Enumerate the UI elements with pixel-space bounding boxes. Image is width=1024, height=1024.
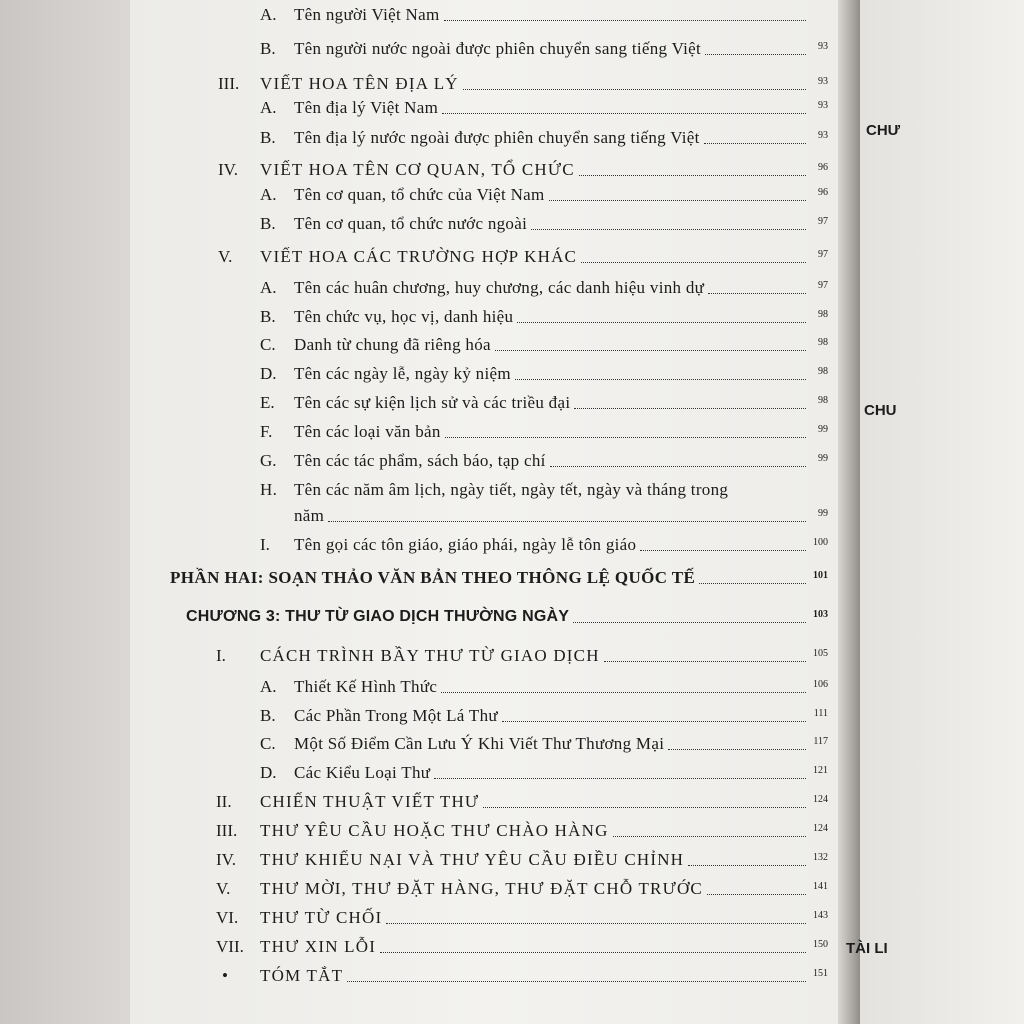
toc-page-number: 132 bbox=[813, 852, 828, 863]
toc-number: I. bbox=[216, 646, 226, 665]
toc-entry bbox=[260, 422, 828, 442]
toc-title: Thiết Kế Hình Thức bbox=[294, 677, 438, 696]
toc-number: A. bbox=[260, 98, 277, 117]
toc-entry bbox=[260, 535, 828, 555]
toc-page-number: 151 bbox=[813, 968, 828, 979]
toc-title: Tên cơ quan, tổ chức nước ngoài bbox=[294, 214, 528, 233]
toc-entry bbox=[216, 646, 828, 666]
toc-entry bbox=[218, 74, 828, 94]
toc-entry bbox=[218, 160, 828, 180]
toc-page-number: 141 bbox=[813, 881, 828, 892]
toc-number: III. bbox=[216, 821, 238, 840]
toc-entry bbox=[260, 364, 828, 384]
leader-dots bbox=[708, 292, 806, 294]
leader-dots bbox=[444, 19, 807, 21]
leader-dots bbox=[707, 893, 806, 895]
toc-page-number: 101 bbox=[813, 570, 828, 581]
leader-dots bbox=[581, 261, 806, 263]
toc-number: H. bbox=[260, 480, 278, 499]
toc-title: TÓM TẮT bbox=[260, 966, 344, 985]
leader-dots bbox=[531, 228, 806, 230]
facing-page bbox=[846, 0, 1024, 1024]
toc-title: Tên chức vụ, học vị, danh hiệu bbox=[294, 307, 514, 326]
toc-page-number: 93 bbox=[818, 76, 828, 87]
toc-title: năm bbox=[294, 506, 325, 525]
toc-entry bbox=[216, 792, 828, 812]
toc-entry bbox=[260, 307, 828, 327]
toc-title: THƯ KHIẾU NẠI VÀ THƯ YÊU CẦU ĐIỀU CHỈNH bbox=[260, 850, 685, 869]
toc-title: Tên các năm âm lịch, ngày tiết, ngày tết, ngày và tháng trong bbox=[294, 480, 729, 499]
toc-page-number: 103 bbox=[813, 609, 828, 620]
leader-dots bbox=[549, 199, 806, 201]
toc-title: CHIẾN THUẬT VIẾT THƯ bbox=[260, 792, 480, 811]
toc-entry bbox=[260, 278, 828, 298]
toc-entry bbox=[216, 821, 828, 841]
leader-dots bbox=[604, 660, 806, 662]
toc-page-number: 96 bbox=[818, 187, 828, 198]
leader-dots bbox=[579, 174, 806, 176]
toc-title: Các Kiểu Loại Thư bbox=[294, 763, 431, 782]
toc-entry bbox=[260, 677, 828, 697]
toc-number: B. bbox=[260, 39, 276, 58]
toc-title: Tên người nước ngoài được phiên chuyển sang tiếng Việt bbox=[294, 39, 702, 58]
toc-number: D. bbox=[260, 364, 277, 383]
toc-title: Tên các sự kiện lịch sử và các triều đại bbox=[294, 393, 571, 412]
toc-entry bbox=[260, 734, 828, 754]
toc-entry bbox=[216, 850, 828, 870]
toc-title: Danh từ chung đã riêng hóa bbox=[294, 335, 491, 354]
leader-dots bbox=[328, 520, 806, 522]
toc-entry bbox=[260, 480, 728, 500]
book-gutter bbox=[838, 0, 860, 1024]
leader-dots bbox=[386, 922, 806, 924]
toc-page-number: 100 bbox=[813, 537, 828, 548]
toc-title: THƯ XIN LỖI bbox=[260, 937, 377, 956]
facing-heading: CHƯ bbox=[866, 122, 901, 139]
toc-entry bbox=[222, 966, 828, 986]
toc-entry bbox=[260, 214, 828, 234]
toc-number: A. bbox=[260, 677, 277, 696]
toc-title: Tên địa lý Việt Nam bbox=[294, 98, 439, 117]
toc-title: Một Số Điểm Cần Lưu Ý Khi Viết Thư Thương Mại bbox=[294, 734, 665, 753]
toc-entry bbox=[218, 247, 828, 267]
toc-number: A. bbox=[260, 278, 277, 297]
leader-dots bbox=[515, 378, 806, 380]
toc-page-number: 105 bbox=[813, 648, 828, 659]
leader-dots bbox=[445, 436, 806, 438]
toc-number: C. bbox=[260, 335, 276, 354]
toc-part-heading bbox=[170, 568, 828, 588]
toc-number: VII. bbox=[216, 937, 244, 956]
toc-entry bbox=[260, 393, 828, 413]
leader-dots bbox=[705, 53, 806, 55]
toc-title: Tên các huân chương, huy chương, các danh hiệu vinh dự bbox=[294, 278, 705, 297]
toc-chapter-heading bbox=[186, 607, 828, 627]
toc-number: VI. bbox=[216, 908, 239, 927]
leader-dots bbox=[688, 864, 806, 866]
bullet: • bbox=[222, 966, 228, 985]
toc-number: B. bbox=[260, 307, 276, 326]
toc-page-number: 93 bbox=[818, 41, 828, 52]
toc-title: CHƯƠNG 3: THƯ TỪ GIAO DỊCH THƯỜNG NGÀY bbox=[186, 608, 570, 625]
toc-number: B. bbox=[260, 128, 276, 147]
toc-title: VIẾT HOA TÊN CƠ QUAN, TỔ CHỨC bbox=[260, 160, 575, 179]
toc-entry bbox=[260, 98, 828, 118]
leader-dots bbox=[640, 549, 806, 551]
toc-number: I. bbox=[260, 535, 270, 554]
toc-entry bbox=[216, 908, 828, 928]
toc-title: PHẦN HAI: SOẠN THẢO VĂN BẢN THEO THÔNG LỆ QUỐC TẾ bbox=[170, 568, 696, 587]
toc-page-number: 99 bbox=[818, 453, 828, 464]
toc-number: V. bbox=[218, 247, 233, 266]
toc-number: A. bbox=[260, 5, 277, 24]
toc-number: III. bbox=[218, 74, 240, 93]
toc-number: B. bbox=[260, 214, 276, 233]
toc-page-number: 99 bbox=[818, 508, 828, 519]
toc-entry bbox=[260, 706, 828, 726]
toc-entry bbox=[260, 185, 828, 205]
leader-dots bbox=[574, 407, 806, 409]
toc-page-number: 124 bbox=[813, 823, 828, 834]
toc-page-number: 98 bbox=[818, 366, 828, 377]
toc-page-number: 97 bbox=[818, 280, 828, 291]
toc-page-number: 124 bbox=[813, 794, 828, 805]
toc-title: Tên địa lý nước ngoài được phiên chuyển sang tiếng Việt bbox=[294, 128, 700, 147]
leader-dots bbox=[699, 582, 806, 584]
toc-title: VIẾT HOA TÊN ĐỊA LÝ bbox=[260, 74, 459, 93]
toc-entry bbox=[260, 763, 828, 783]
leader-dots bbox=[483, 806, 806, 808]
facing-heading: TÀI LI bbox=[846, 940, 888, 957]
toc-title: Tên cơ quan, tổ chức của Việt Nam bbox=[294, 185, 545, 204]
toc-title: THƯ TỪ CHỐI bbox=[260, 908, 383, 927]
leader-dots bbox=[442, 112, 806, 114]
toc-page-number: 93 bbox=[818, 100, 828, 111]
toc-number: G. bbox=[260, 451, 277, 470]
toc-number: IV. bbox=[218, 160, 238, 179]
toc-title: Các Phần Trong Một Lá Thư bbox=[294, 706, 498, 725]
toc-page-number: 98 bbox=[818, 395, 828, 406]
toc-entry bbox=[260, 128, 828, 148]
toc-number: D. bbox=[260, 763, 277, 782]
leader-dots bbox=[434, 777, 806, 779]
leader-dots bbox=[573, 621, 806, 623]
leader-dots bbox=[463, 88, 806, 90]
toc-entry bbox=[260, 335, 828, 355]
toc-title: Tên các tác phẩm, sách báo, tạp chí bbox=[294, 451, 546, 470]
toc-page-number: 106 bbox=[813, 679, 828, 690]
toc-page-number: 121 bbox=[813, 765, 828, 776]
leader-dots bbox=[550, 465, 806, 467]
page-background bbox=[0, 0, 130, 1024]
toc-title: Tên các loại văn bản bbox=[294, 422, 441, 441]
facing-heading: CHU bbox=[864, 402, 897, 419]
toc-number: F. bbox=[260, 422, 273, 441]
leader-dots bbox=[502, 720, 806, 722]
toc-page-number: 150 bbox=[813, 939, 828, 950]
toc-page-number: 143 bbox=[813, 910, 828, 921]
toc-title: VIẾT HOA CÁC TRƯỜNG HỢP KHÁC bbox=[260, 247, 578, 266]
toc-title: THƯ MỜI, THƯ ĐẶT HÀNG, THƯ ĐẶT CHỖ TRƯỚC bbox=[260, 879, 703, 898]
toc-entry bbox=[216, 879, 828, 899]
toc-number: II. bbox=[216, 792, 232, 811]
leader-dots bbox=[613, 835, 806, 837]
leader-dots bbox=[517, 321, 806, 323]
toc-page-number: 99 bbox=[818, 424, 828, 435]
leader-dots bbox=[495, 349, 806, 351]
toc-entry bbox=[216, 937, 828, 957]
toc-page-number: 98 bbox=[818, 337, 828, 348]
toc-page-number: 93 bbox=[818, 130, 828, 141]
leader-dots bbox=[347, 980, 806, 982]
toc-number: B. bbox=[260, 706, 276, 725]
toc-entry bbox=[260, 451, 828, 471]
toc-title: CÁCH TRÌNH BẦY THƯ TỪ GIAO DỊCH bbox=[260, 646, 600, 665]
toc-number: E. bbox=[260, 393, 275, 412]
toc-number: V. bbox=[216, 879, 231, 898]
toc-title: Tên các ngày lễ, ngày kỷ niệm bbox=[294, 364, 511, 383]
toc-page-number: 96 bbox=[818, 162, 828, 173]
toc-entry bbox=[260, 5, 828, 25]
toc-page-number: 117 bbox=[813, 736, 828, 747]
toc-number: A. bbox=[260, 185, 277, 204]
toc-entry bbox=[260, 39, 828, 59]
toc-title: THƯ YÊU CẦU HOẶC THƯ CHÀO HÀNG bbox=[260, 821, 609, 840]
toc-number: IV. bbox=[216, 850, 236, 869]
toc-page-number: 98 bbox=[818, 309, 828, 320]
leader-dots bbox=[380, 951, 806, 953]
toc-title: Tên người Việt Nam bbox=[294, 5, 440, 24]
toc-page-number: 97 bbox=[818, 216, 828, 227]
leader-dots bbox=[704, 142, 806, 144]
toc-number: C. bbox=[260, 734, 276, 753]
leader-dots bbox=[441, 691, 806, 693]
toc-page-number: 111 bbox=[813, 708, 828, 719]
leader-dots bbox=[668, 748, 806, 750]
toc-entry bbox=[294, 506, 828, 526]
toc-title: Tên gọi các tôn giáo, giáo phái, ngày lễ tôn giáo bbox=[294, 535, 637, 554]
toc-page-number: 97 bbox=[818, 249, 828, 260]
